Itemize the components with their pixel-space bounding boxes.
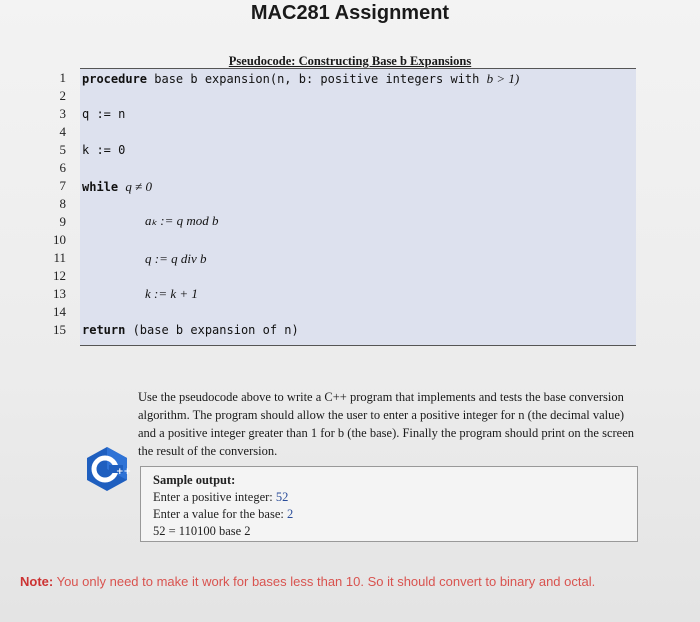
line-number: 6: [59, 160, 66, 175]
assign-k-line: k := 0: [82, 143, 126, 157]
procedure-keyword: procedure: [82, 72, 148, 86]
return-keyword: return: [82, 323, 126, 337]
note-text: [20, 571, 680, 592]
assign-q-line: q := n: [82, 107, 126, 121]
note-body: You only need to make it work for bases less than 10. So it should convert to binary and octal.: [53, 574, 596, 589]
while-condition: q ≠ 0: [125, 179, 152, 194]
line-number: 13: [53, 286, 66, 301]
return-line: [82, 323, 299, 337]
sample-line-1: [153, 490, 288, 505]
line-number: 14: [53, 304, 66, 319]
line-number: 8: [59, 196, 66, 211]
line-number: 12: [53, 268, 66, 283]
line-number: 1: [59, 70, 66, 85]
line-number: 7: [59, 178, 66, 193]
line-number: 3: [59, 106, 66, 121]
sample-line-2: [153, 507, 293, 522]
sample-line-2-label: Enter a value for the base:: [153, 507, 287, 521]
sample-line-1-label: Enter a positive integer:: [153, 490, 276, 504]
line-number: 15: [53, 322, 66, 337]
sample-line-2-value: 2: [286, 507, 294, 521]
line-number: 2: [59, 88, 66, 103]
cpp-logo-icon: [85, 446, 132, 492]
procedure-line: [82, 71, 519, 87]
while-line: [82, 179, 152, 195]
sample-line-1-value: 52: [275, 490, 289, 504]
sample-output-box: [140, 466, 638, 542]
increment-k-line: k := k + 1: [145, 286, 198, 301]
line-number: 5: [59, 142, 66, 157]
line-number: 4: [59, 124, 66, 139]
line-number: 11: [53, 250, 66, 265]
note-label: Note:: [20, 574, 54, 589]
line-number: 10: [53, 232, 66, 247]
sample-output-header: Sample output:: [153, 473, 236, 487]
assign-qdiv-line: q := q div b: [145, 251, 207, 266]
procedure-signature: base b expansion(n, b: positive integers with: [147, 72, 487, 86]
return-expression: (base b expansion of n): [125, 323, 299, 337]
line-number: 9: [59, 214, 66, 229]
sample-line-3: 52 = 110100 base 2: [153, 524, 251, 538]
procedure-condition: b > 1): [486, 71, 520, 86]
while-keyword: while: [82, 180, 119, 194]
assign-ak-line: aₖ := q mod b: [145, 213, 219, 228]
svg-text:++: ++: [116, 467, 132, 477]
pseudocode-heading: Pseudocode: Constructing Base b Expansions: [228, 54, 472, 68]
page-title: MAC281 Assignment: [250, 2, 450, 24]
pseudocode-box: [80, 68, 636, 346]
assignment-description: Use the pseudocode above to write a C++ program that implements and tests the base conversion algorithm. The program should allow the user to enter a positive integer for n (the decimal value) and a positive integer greater than 1 for b (the base). Finally the program should print on the screen the result of the conversion.: [138, 390, 635, 458]
